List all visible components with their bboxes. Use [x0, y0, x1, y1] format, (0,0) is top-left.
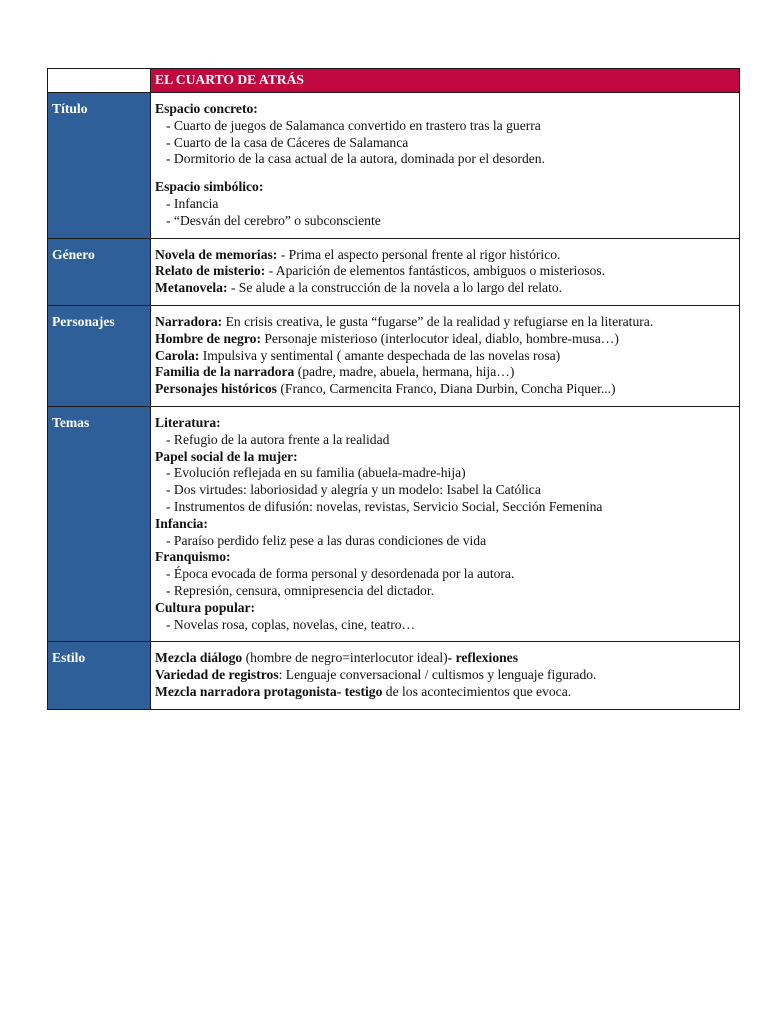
mujer-item: - Dos virtudes: laboriosidad y alegría y un modelo: Isabel la Católica: [166, 482, 541, 498]
genero-line: Metanovela: - Se alude a la construcción de la novela a lo largo del relato.: [155, 280, 563, 296]
label-personajes: Personajes: [48, 305, 151, 406]
franquismo-item: - Represión, censura, omnipresencia del dictador.: [166, 582, 435, 598]
genero-line: Relato de misterio: - Aparición de elementos fantásticos, ambiguos o misteriosos.: [155, 263, 606, 279]
content-estilo: [151, 642, 740, 709]
concreto-item: - Cuarto de la casa de Cáceres de Salamanca: [166, 134, 409, 150]
espacio-simbolico-heading: Espacio simbólico:: [155, 179, 264, 195]
label-estilo: Estilo: [48, 642, 151, 709]
personaje-line: Personajes históricos (Franco, Carmencita Franco, Diana Durbin, Concha Piquer...): [155, 381, 616, 397]
content-personajes: [151, 305, 740, 406]
personaje-line: Carola: Impulsiva y sentimental ( amante despechada de las novelas rosa): [155, 347, 561, 363]
concreto-item: - Cuarto de juegos de Salamanca convertido en trastero tras la guerra: [166, 117, 541, 133]
label-genero: Género: [48, 238, 151, 305]
row-estilo: [48, 642, 740, 709]
table-title: EL CUARTO DE ATRÁS: [151, 69, 740, 93]
row-personajes: [48, 305, 740, 406]
mujer-item: - Instrumentos de difusión: novelas, revistas, Servicio Social, Sección Femenina: [166, 498, 603, 514]
cultura-item: - Novelas rosa, coplas, novelas, cine, teatro…: [166, 616, 416, 632]
content-temas: [151, 406, 740, 641]
franquismo-item: - Época evocada de forma personal y desordenada por la autora.: [166, 566, 515, 582]
infancia-item: - Paraíso perdido feliz pese a las duras condiciones de vida: [166, 532, 487, 548]
content-titulo: [151, 93, 740, 239]
simbolico-item: - Infancia: [166, 195, 219, 211]
cultura-heading: Cultura popular:: [155, 599, 256, 615]
literatura-heading: Literatura:: [155, 414, 221, 430]
content-genero: [151, 238, 740, 305]
simbolico-item: - “Desván del cerebro” o subconsciente: [166, 212, 381, 228]
genero-line: Novela de memorias: - Prima el aspecto personal frente al rigor histórico.: [155, 246, 561, 262]
label-titulo: Título: [48, 93, 151, 239]
header-corner-cell: [48, 69, 151, 93]
estilo-line: Variedad de registros: Lenguaje conversacional / cultismos y lenguaje figurado.: [155, 667, 597, 683]
literatura-item: - Refugio de la autora frente a la realidad: [166, 431, 390, 447]
espacio-concreto-heading: Espacio concreto:: [155, 101, 258, 116]
row-genero: [48, 238, 740, 305]
summary-table: [47, 68, 740, 710]
personaje-line: Hombre de negro: Personaje misterioso (interlocutor ideal, diablo, hombre-musa…): [155, 330, 619, 346]
personaje-line: Narradora: En crisis creativa, le gusta “fugarse” de la realidad y refugiarse en la literatura.: [155, 313, 654, 329]
row-temas: [48, 406, 740, 641]
mujer-item: - Evolución reflejada en su familia (abuela-madre-hija): [166, 465, 466, 481]
infancia-heading: Infancia:: [155, 515, 208, 531]
personaje-line: Familia de la narradora (padre, madre, abuela, hermana, hija…): [155, 364, 515, 380]
mujer-heading: Papel social de la mujer:: [155, 448, 298, 464]
label-temas: Temas: [48, 406, 151, 641]
franquismo-heading: Franquismo:: [155, 549, 231, 565]
concreto-item: - Dormitorio de la casa actual de la autora, dominada por el desorden.: [166, 151, 545, 167]
row-titulo: [48, 93, 740, 239]
header-row: [48, 69, 740, 93]
estilo-line: Mezcla diálogo (hombre de negro=interlocutor ideal)- reflexiones: [155, 650, 519, 666]
estilo-line: Mezcla narradora protagonista- testigo de los acontecimientos que evoca.: [155, 683, 572, 699]
